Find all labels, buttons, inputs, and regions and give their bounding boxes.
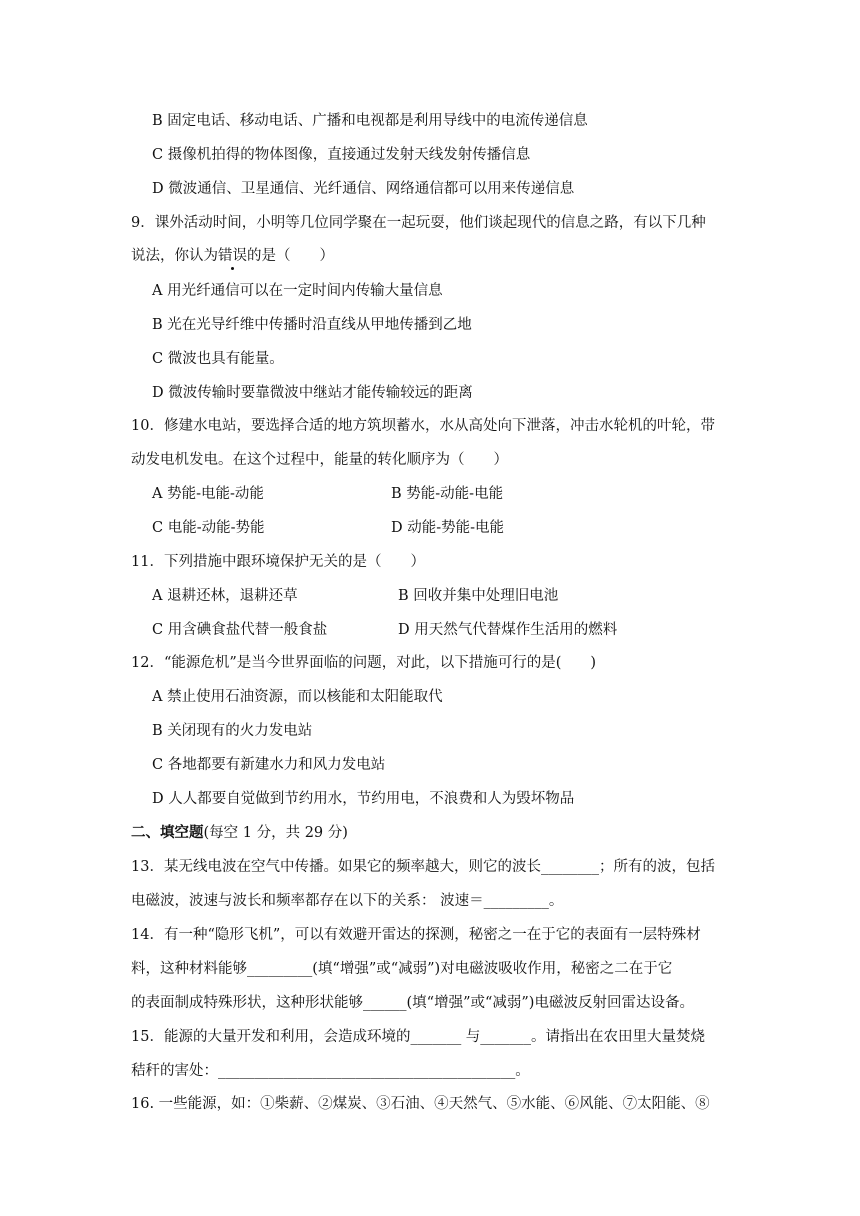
question-14-line-3: 的表面制成特殊形状，这种形状能够______(填“增强”或“减弱”)电磁波反射回雷达设备。 <box>131 995 694 1011</box>
option-12b: B 关闭现有的火力发电站 <box>152 723 313 739</box>
emphasis-wrong: 错误 <box>218 248 247 264</box>
section-2-title: 二、填空题 <box>131 824 204 841</box>
section-2-heading <box>131 823 348 843</box>
option-10b: B 势能-动能-电能 <box>391 486 504 502</box>
question-14-line-1: 14．有一种“隐形飞机”，可以有效避开雷达的探测，秘密之一在于它的表面有一层特殊材 <box>131 927 701 943</box>
option-8c: C 摄像机拍得的物体图像，直接通过发射天线发射传播信息 <box>152 147 531 163</box>
option-12c: C 各地都要有新建水力和风力发电站 <box>152 757 386 773</box>
option-10a: A 势能-电能-动能 <box>152 486 264 502</box>
question-12: 12．“能源危机”是当今世界面临的问题，对此，以下措施可行的是( ) <box>131 655 597 671</box>
option-11a: A 退耕还林，退耕还草 <box>152 588 298 604</box>
section-2-scoring: (每空 1 分，共 29 分) <box>203 825 348 841</box>
option-11b: B 回收并集中处理旧电池 <box>398 588 559 604</box>
option-9b: B 光在光导纤维中传播时沿直线从甲地传播到乙地 <box>152 317 472 333</box>
question-10-line-2: 动发电机发电。在这个过程中，能量的转化顺序为（ ） <box>131 452 508 468</box>
option-10d: D 动能-势能-电能 <box>391 520 505 536</box>
question-9-line-1: 9．课外活动时间，小明等几位同学聚在一起玩耍，他们谈起现代的信息之路，有以下几种 <box>131 215 706 231</box>
option-11c: C 用含碘食盐代替一般食盐 <box>152 622 328 638</box>
option-11d: D 用天然气代替煤作生活用的燃料 <box>398 622 618 638</box>
question-9-text-b: 的是（ ） <box>247 248 334 264</box>
question-9-text-a: 说法，你认为 <box>131 248 218 264</box>
question-15-line-2: 秸秆的害处：_________________________________________。 <box>131 1063 530 1079</box>
question-13-line-2: 电磁波，波速与波长和频率都存在以下的关系： 波速＝_________。 <box>131 893 564 909</box>
option-10c: C 电能-动能-势能 <box>152 520 265 536</box>
question-16-line-1: 16. 一些能源，如：①柴薪、②煤炭、③石油、④天然气、⑤水能、⑥风能、⑦太阳能、⑧ <box>131 1096 710 1112</box>
question-10-line-1: 10．修建水电站，要选择合适的地方筑坝蓄水，水从高处向下泄落，冲击水轮机的叶轮，带 <box>131 418 715 434</box>
option-9c: C 微波也具有能量。 <box>152 351 284 367</box>
question-13-line-1: 13．某无线电波在空气中传播。如果它的频率越大，则它的波长________；所有的波，包括 <box>131 859 715 875</box>
question-9-line-2 <box>131 246 334 266</box>
option-12d: D 人人都要自觉做到节约用水，节约用电，不浪费和人为毁坏物品 <box>152 791 575 807</box>
question-11: 11．下列措施中跟环境保护无关的是（ ） <box>131 554 425 570</box>
option-9d: D 微波传输时要靠微波中继站才能传输较远的距离 <box>152 385 473 401</box>
option-8b: B 固定电话、移动电话、广播和电视都是利用导线中的电流传递信息 <box>152 113 588 129</box>
option-9a: A 用光纤通信可以在一定时间内传输大量信息 <box>152 283 443 299</box>
option-12a: A 禁止使用石油资源，而以核能和太阳能取代 <box>152 689 443 705</box>
question-15-line-1: 15．能源的大量开发和利用，会造成环境的_______ 与_______。请指出在农田里大量焚烧 <box>131 1029 706 1045</box>
option-8d: D 微波通信、卫星通信、光纤通信、网络通信都可以用来传递信息 <box>152 181 575 197</box>
question-14-line-2: 料，这种材料能够_________(填“增强”或“减弱”)对电磁波吸收作用，秘密之二在于它 <box>131 961 673 977</box>
